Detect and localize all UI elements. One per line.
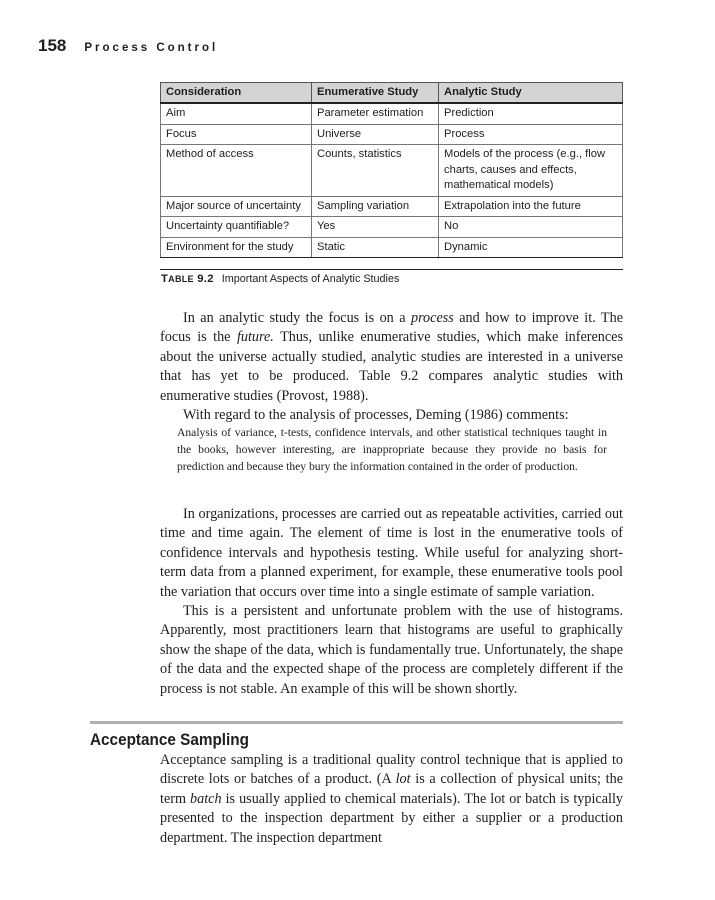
paragraph: In organizations, processes are carried out as repeatable activities, carried out time and time again. The element of time is lost in the enumerative tools of confidence intervals and hypothesis testing. While useful for analyzing short-term data from a planned experiment, for example, these enumerative tools pool the variation that occurs over time into a single estimate of sample variation. — [160, 506, 623, 600]
table-caption — [161, 273, 399, 285]
table-cell: Static — [312, 237, 439, 258]
block-quote: Analysis of variance, t-tests, confidence intervals, and other statistical techniques taught in the books, however interesting, are inappropriate because they provide no basis for prediction and because they bury the information contained in the order of production. — [177, 426, 607, 474]
section-rule — [90, 721, 623, 724]
table-cell: Focus — [161, 124, 312, 145]
table-header-cell: Enumerative Study — [312, 83, 439, 104]
table-row — [161, 145, 623, 197]
table-cell: Parameter estimation — [312, 103, 439, 124]
analytic-studies-table — [160, 82, 623, 258]
running-head — [38, 36, 218, 56]
table-row — [161, 196, 623, 217]
table-cell: Sampling variation — [312, 196, 439, 217]
body-paragraphs-middle — [160, 505, 623, 699]
paragraph: This is a persistent and unfortunate problem with the use of histograms. Apparently, most practitioners learn that histograms are useful to graphically show the shape of the data, which is fundamentally true. Unfortunately, the shape of the data and the expected shape of the process are completely different if the process is not stable. An example of this will be shown shortly. — [160, 603, 623, 697]
caption-text: Important Aspects of Analytic Studies — [221, 273, 400, 285]
table-cell: No — [439, 217, 623, 238]
table-header-row — [161, 83, 623, 104]
page-number: 158 — [38, 36, 67, 55]
table-row — [161, 103, 623, 124]
table-cell: Aim — [161, 103, 312, 124]
caption-rule — [160, 269, 623, 270]
table-cell: Uncertainty quantifiable? — [161, 217, 312, 238]
paragraph: In an analytic study the focus is on a process and how to improve it. The focus is the future. Thus, unlike enumerative studies, which make inferences about the universe actually studied, analytic studies are interested in a universe that has yet to be produced. Table 9.2 compares analytic studies with enumerative studies (Provost, 1988). — [160, 310, 623, 404]
table-cell: Yes — [312, 217, 439, 238]
table-cell: Counts, statistics — [312, 145, 439, 197]
table-cell: Universe — [312, 124, 439, 145]
table-cell: Models of the process (e.g., flow charts, causes and effects, mathematical models) — [439, 145, 623, 197]
table-cell: Prediction — [439, 103, 623, 124]
body-paragraphs-top — [160, 309, 623, 425]
section-title: Acceptance Sampling — [90, 730, 250, 749]
body-paragraphs-bottom — [160, 751, 623, 848]
table-row — [161, 124, 623, 145]
paragraph: With regard to the analysis of processes, Deming (1986) comments: — [183, 407, 569, 424]
table-header-cell: Consideration — [161, 83, 312, 104]
table-header-cell: Analytic Study — [439, 83, 623, 104]
table-cell: Method of access — [161, 145, 312, 197]
table-cell: Process — [439, 124, 623, 145]
caption-label: TABLE 9.2 — [161, 273, 214, 285]
chapter-title: Process Control — [84, 42, 219, 54]
table-cell: Major source of uncertainty — [161, 196, 312, 217]
table-cell: Environment for the study — [161, 237, 312, 258]
table-row — [161, 217, 623, 238]
table-cell: Dynamic — [439, 237, 623, 258]
paragraph: Acceptance sampling is a traditional quality control technique that is applied to discrete lots or batches of a product. (A lot is a collection of physical units; the term batch is usually applied to chemical materials). The lot or batch is typically presented to the inspection department by either a supplier or a production department. The inspection department — [160, 752, 624, 846]
table-row — [161, 237, 623, 258]
table-cell: Extrapolation into the future — [439, 196, 623, 217]
